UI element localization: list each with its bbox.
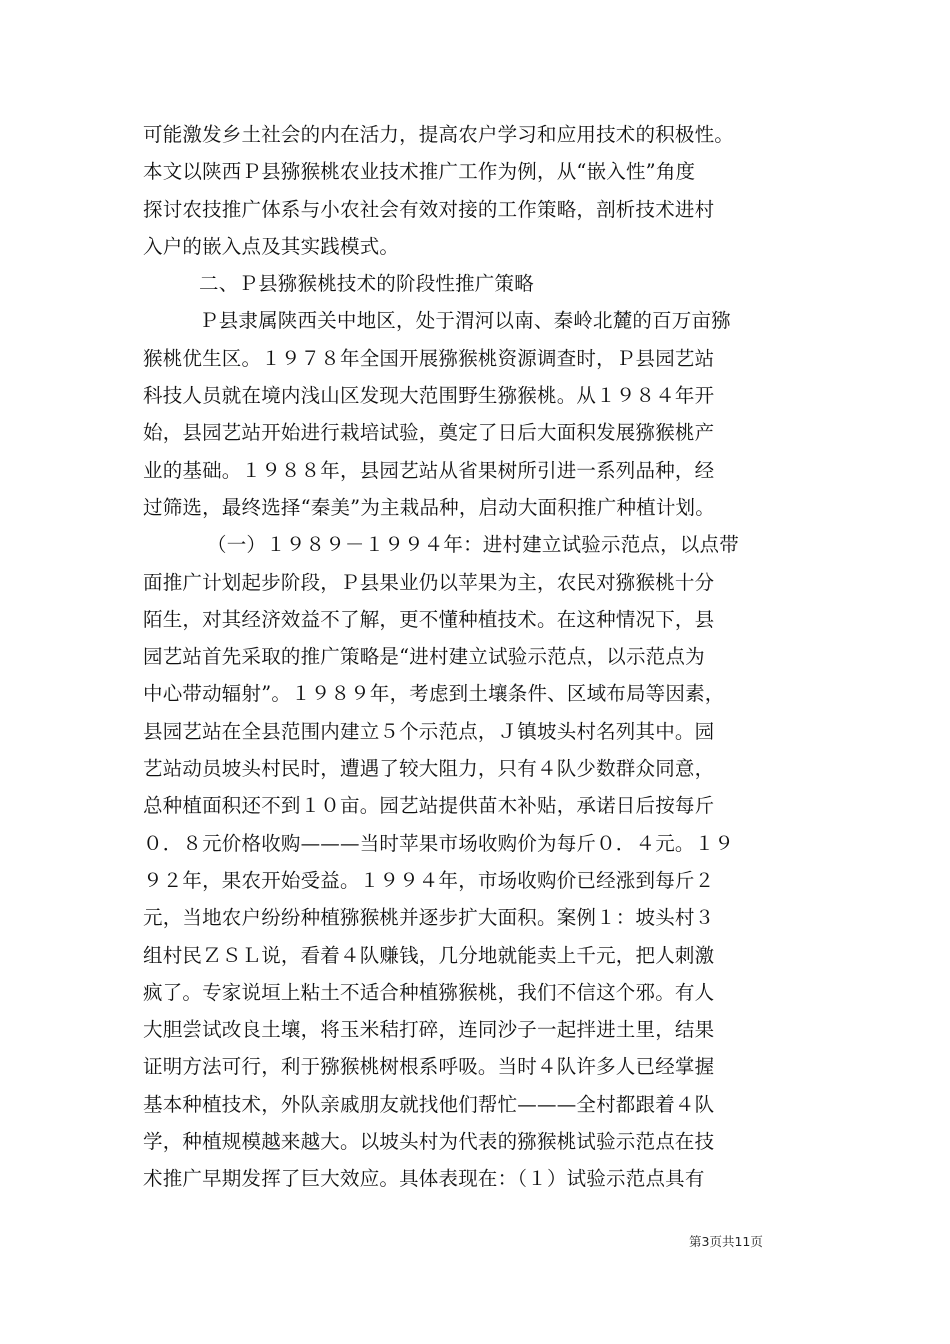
text-line: 始，县园艺站开始进行栽培试验，奠定了日后大面积发展猕猴桃产 (143, 421, 715, 445)
text-line: 探讨农技推广体系与小农社会有效对接的工作策略，剖析技术进村 (143, 197, 715, 221)
text-line: 组村民ＺＳＬ说，看着４队赚钱，几分地就能卖上千元，把人刺激 (143, 943, 715, 967)
page-number-footer: 第3页共11页 (689, 1234, 763, 1249)
document-body (143, 116, 823, 1198)
subsection-heading: （一）１９８９－１９９４年：进村建立试验示范点，以点带 (207, 533, 739, 557)
text-line: 入户的嵌入点及其实践模式。 (143, 234, 400, 258)
text-line: 艺站动员坡头村民时，遭遇了较大阻力，只有４队少数群众同意， (143, 757, 715, 781)
text-line: Ｐ县隶属陕西关中地区，处于渭河以南、秦岭北麓的百万亩猕 (199, 309, 731, 333)
text-line: 县园艺站在全县范围内建立５个示范点，Ｊ镇坡头村名列其中。园 (143, 719, 715, 743)
text-line: 面推广计划起步阶段，Ｐ县果业仍以苹果为主，农民对猕猴桃十分 (143, 570, 715, 594)
text-line: 证明方法可行，利于猕猴桃树根系呼吸。当时４队许多人已经掌握 (143, 1055, 715, 1079)
section-heading: 二、Ｐ县猕猴桃技术的阶段性推广策略 (199, 272, 534, 296)
text-line: 过筛选，最终选择“秦美”为主栽品种，启动大面积推广种植计划。 (143, 495, 715, 519)
text-line: 大胆尝试改良土壤，将玉米秸打碎，连同沙子一起拌进土里，结果 (143, 1018, 715, 1042)
text-line: 中心带动辐射”。１９８９年，考虑到土壤条件、区域布局等因素， (143, 682, 725, 706)
text-line: 园艺站首先采取的推广策略是“进村建立试验示范点，以示范点为 (143, 645, 705, 669)
text-line: 疯了。专家说垣上粘土不适合种植猕猴桃，我们不信这个邪。有人 (143, 980, 715, 1004)
text-line: 陌生，对其经济效益不了解，更不懂种植技术。在这种情况下，县 (143, 607, 715, 631)
text-line: ０．８元价格收购———当时苹果市场收购价为每斤０．４元。１９ (143, 831, 735, 855)
text-line: 科技人员就在境内浅山区发现大范围野生猕猴桃。从１９８４年开 (143, 384, 715, 408)
text-line: 本文以陕西Ｐ县猕猴桃农业技术推广工作为例，从“嵌入性”角度 (143, 160, 696, 184)
text-line: 总种植面积还不到１０亩。园艺站提供苗木补贴，承诺日后按每斤 (143, 794, 715, 818)
text-line: 元，当地农户纷纷种植猕猴桃并逐步扩大面积。案例１：坡头村３ (143, 906, 715, 930)
text-line: 业的基础。１９８８年，县园艺站从省果树所引进一系列品种，经 (143, 458, 715, 482)
text-line: 学，种植规模越来越大。以坡头村为代表的猕猴桃试验示范点在技 (143, 1130, 715, 1154)
text-line: 术推广早期发挥了巨大效应。具体表现在：（１）试验示范点具有 (143, 1167, 705, 1191)
text-line: 可能激发乡土社会的内在活力，提高农户学习和应用技术的积极性。 (143, 123, 735, 146)
text-line: 基本种植技术，外队亲戚朋友就找他们帮忙———全村都跟着４队 (143, 1092, 715, 1116)
text-line: ９２年，果农开始受益。１９９４年，市场收购价已经涨到每斤２ (143, 868, 715, 892)
text-line: 猴桃优生区。１９７８年全国开展猕猴桃资源调查时，Ｐ县园艺站 (143, 346, 715, 370)
